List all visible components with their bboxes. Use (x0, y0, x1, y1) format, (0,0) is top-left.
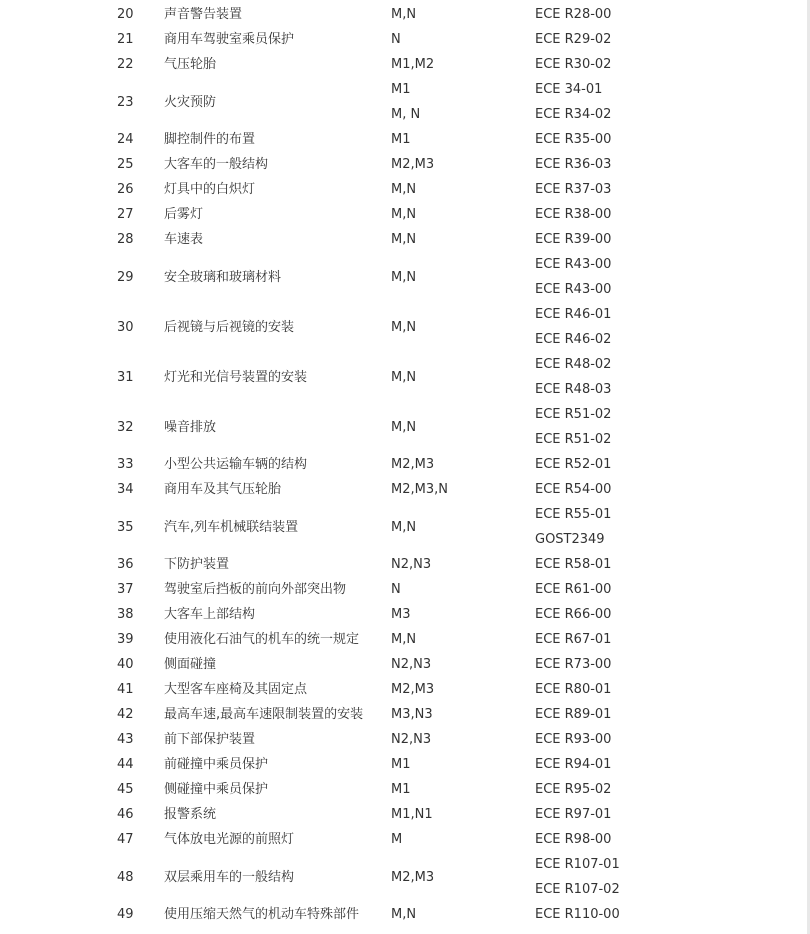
row-number: 25 (117, 157, 134, 172)
item-name: 双层乘用车的一般结构 (164, 869, 295, 885)
vehicle-category: M,N (391, 419, 417, 435)
standard-code: GOST2349 (535, 532, 605, 547)
vehicle-category: M2,M3 (391, 682, 435, 697)
standard-code: ECE R39-00 (535, 232, 612, 247)
standard-code: ECE R46-02 (535, 332, 612, 347)
standard-cell (535, 52, 760, 77)
vehicle-category-cell (391, 502, 535, 552)
standard-cell (535, 627, 760, 652)
vehicle-category-cell (391, 727, 535, 752)
table-row (0, 352, 760, 402)
item-name: 大客车上部结构 (164, 607, 256, 622)
standard-code: ECE R43-00 (535, 257, 612, 272)
table-row (0, 202, 760, 227)
table-row (0, 2, 760, 27)
standard-cell (535, 677, 760, 702)
vehicle-category: M1 (391, 757, 411, 772)
table-row (0, 77, 760, 127)
vehicle-category: M1 (391, 132, 411, 147)
standard-code: ECE R46-01 (535, 307, 612, 322)
vehicle-category-cell (391, 452, 535, 477)
standard-cell (535, 177, 760, 202)
row-number: 30 (117, 319, 134, 335)
standard-cell (535, 202, 760, 227)
vehicle-category-cell (391, 802, 535, 827)
standard-code: ECE R36-03 (535, 157, 612, 172)
vehicle-category-cell (391, 852, 535, 902)
item-name: 安全玻璃和玻璃材料 (164, 269, 282, 285)
item-name: 后雾灯 (164, 207, 204, 222)
standard-code: ECE R48-02 (535, 357, 612, 372)
vehicle-category: M,N (391, 232, 417, 247)
table-row (0, 827, 760, 852)
vehicle-category: M1 (391, 782, 411, 797)
standard-code: ECE R94-01 (535, 757, 612, 772)
item-name: 后视镜与后视镜的安装 (164, 319, 295, 335)
vehicle-category: M2,M3 (391, 157, 435, 172)
table-row (0, 452, 760, 477)
standard-cell (535, 702, 760, 727)
vehicle-category: M, N (391, 107, 421, 122)
standard-code: ECE R35-00 (535, 132, 612, 147)
vehicle-category: M,N (391, 319, 417, 335)
row-number: 40 (117, 657, 134, 672)
standard-cell (535, 227, 760, 252)
row-number: 39 (117, 632, 134, 647)
table-row (0, 477, 760, 502)
row-number: 26 (117, 182, 134, 197)
standard-code: ECE R55-01 (535, 507, 612, 522)
vehicle-category-cell (391, 677, 535, 702)
table-row (0, 502, 760, 552)
table-row (0, 302, 760, 352)
row-number: 22 (117, 57, 134, 72)
row-number: 35 (117, 519, 134, 535)
item-name: 噪音排放 (164, 419, 217, 435)
standard-code: ECE R98-00 (535, 832, 612, 847)
table-row (0, 852, 760, 902)
regulation-table-body (0, 2, 760, 927)
row-number: 28 (117, 232, 134, 247)
standard-code: ECE R107-01 (535, 857, 620, 872)
standard-cell (535, 152, 760, 177)
standard-cell (535, 652, 760, 677)
vehicle-category-cell (391, 352, 535, 402)
row-number: 47 (117, 832, 134, 847)
item-name: 大型客车座椅及其固定点 (164, 682, 308, 697)
standard-cell (535, 902, 760, 927)
vehicle-category-cell (391, 477, 535, 502)
standard-code: ECE R58-01 (535, 557, 612, 572)
item-name: 气体放电光源的前照灯 (164, 832, 295, 847)
table-row (0, 152, 760, 177)
item-name: 商用车及其气压轮胎 (164, 482, 282, 497)
row-number: 36 (117, 557, 134, 572)
vehicle-category-cell (391, 77, 535, 127)
vehicle-category: M2,M3 (391, 457, 435, 472)
vehicle-category: M,N (391, 7, 417, 22)
item-name: 侧碰撞中乘员保护 (164, 782, 269, 797)
standard-code: ECE R89-01 (535, 707, 612, 722)
standard-code: ECE R97-01 (535, 807, 612, 822)
vehicle-category: M3 (391, 607, 411, 622)
standard-cell (535, 577, 760, 602)
row-number: 42 (117, 707, 134, 722)
vehicle-category: M1 (391, 82, 411, 97)
vehicle-category: M,N (391, 632, 417, 647)
standard-code: ECE R43-00 (535, 282, 612, 297)
table-row (0, 402, 760, 452)
standard-code: ECE R34-02 (535, 107, 612, 122)
table-row (0, 552, 760, 577)
vehicle-category: N2,N3 (391, 732, 432, 747)
standard-code: ECE R73-00 (535, 657, 612, 672)
vehicle-category-cell (391, 577, 535, 602)
vehicle-category-cell (391, 227, 535, 252)
vehicle-category-cell (391, 627, 535, 652)
table-row (0, 627, 760, 652)
row-number: 45 (117, 782, 134, 797)
vehicle-category-cell (391, 2, 535, 27)
item-name: 声音警告装置 (164, 7, 243, 22)
table-row (0, 227, 760, 252)
item-name: 下防护装置 (164, 557, 230, 572)
standard-cell (535, 252, 760, 302)
standard-cell (535, 27, 760, 52)
vehicle-category: M2,M3 (391, 869, 435, 885)
standard-code: ECE R37-03 (535, 182, 612, 197)
item-name: 报警系统 (164, 807, 217, 822)
row-number: 32 (117, 419, 134, 435)
standard-cell (535, 602, 760, 627)
standard-code: ECE R80-01 (535, 682, 612, 697)
standard-cell (535, 752, 760, 777)
table-row (0, 577, 760, 602)
item-name: 前下部保护装置 (164, 732, 256, 747)
standard-cell (535, 727, 760, 752)
vehicle-category: N2,N3 (391, 657, 432, 672)
row-number: 34 (117, 482, 134, 497)
vehicle-category: M,N (391, 207, 417, 222)
table-row (0, 802, 760, 827)
vehicle-category: M (391, 832, 403, 847)
vehicle-category-cell (391, 302, 535, 352)
standard-code: ECE R51-02 (535, 407, 612, 422)
row-number: 33 (117, 457, 134, 472)
standard-cell (535, 352, 760, 402)
table-row (0, 602, 760, 627)
table-row (0, 27, 760, 52)
vehicle-category-cell (391, 177, 535, 202)
standard-code: ECE R110-00 (535, 907, 620, 922)
item-name: 灯光和光信号装置的安装 (164, 369, 308, 385)
vehicle-category: M,N (391, 269, 417, 285)
vehicle-category-cell (391, 827, 535, 852)
table-row (0, 677, 760, 702)
standard-code: ECE R51-02 (535, 432, 612, 447)
vehicle-category: N (391, 582, 401, 597)
vehicle-category-cell (391, 752, 535, 777)
row-number: 29 (117, 269, 134, 285)
table-row (0, 777, 760, 802)
table-row (0, 702, 760, 727)
standard-code: ECE R107-02 (535, 882, 620, 897)
row-number: 37 (117, 582, 134, 597)
row-number: 23 (117, 94, 134, 110)
item-name: 灯具中的白炽灯 (164, 182, 256, 197)
standard-cell (535, 77, 760, 127)
vehicle-category-cell (391, 552, 535, 577)
row-number: 24 (117, 132, 134, 147)
vehicle-category-cell (391, 652, 535, 677)
item-name: 使用压缩天然气的机动车特殊部件 (164, 907, 360, 922)
standard-code: ECE R30-02 (535, 57, 612, 72)
standard-code: ECE R54-00 (535, 482, 612, 497)
vehicle-category-cell (391, 127, 535, 152)
row-number: 20 (117, 7, 134, 22)
item-name: 驾驶室后挡板的前向外部突出物 (164, 582, 347, 597)
vehicle-category-cell (391, 27, 535, 52)
vehicle-category: M,N (391, 519, 417, 535)
table-row (0, 902, 760, 927)
table-row (0, 177, 760, 202)
row-number: 27 (117, 207, 134, 222)
item-name: 小型公共运输车辆的结构 (164, 457, 308, 472)
standard-code: ECE R93-00 (535, 732, 612, 747)
standard-cell (535, 402, 760, 452)
table-row (0, 752, 760, 777)
standard-cell (535, 827, 760, 852)
vehicle-category-cell (391, 52, 535, 77)
vehicle-category: M,N (391, 907, 417, 922)
item-name: 前碰撞中乘员保护 (164, 757, 269, 772)
standard-cell (535, 852, 760, 902)
standard-cell (535, 302, 760, 352)
table-row (0, 127, 760, 152)
item-name: 车速表 (164, 232, 204, 247)
vehicle-category: M1,N1 (391, 807, 433, 822)
standard-code: ECE R61-00 (535, 582, 612, 597)
vehicle-category-cell (391, 252, 535, 302)
item-name: 商用车驾驶室乘员保护 (164, 32, 295, 47)
vehicle-category-cell (391, 402, 535, 452)
standard-cell (535, 2, 760, 27)
vehicle-category: N (391, 32, 401, 47)
row-number: 49 (117, 907, 134, 922)
standard-cell (535, 777, 760, 802)
vehicle-category-cell (391, 152, 535, 177)
row-number: 46 (117, 807, 134, 822)
vehicle-category: M,N (391, 182, 417, 197)
standard-cell (535, 127, 760, 152)
row-number: 41 (117, 682, 134, 697)
standard-cell (535, 502, 760, 552)
vehicle-category: M3,N3 (391, 707, 433, 722)
vehicle-category-cell (391, 702, 535, 727)
item-name: 汽车,列车机械联结装置 (164, 519, 299, 535)
standard-code: ECE 34-01 (535, 82, 603, 97)
table-row (0, 727, 760, 752)
row-number: 43 (117, 732, 134, 747)
vehicle-category: M,N (391, 369, 417, 385)
standard-cell (535, 477, 760, 502)
table-row (0, 252, 760, 302)
item-name: 脚控制件的布置 (164, 132, 256, 147)
standard-code: ECE R29-02 (535, 32, 612, 47)
standard-code: ECE R38-00 (535, 207, 612, 222)
vehicle-category: M2,M3,N (391, 482, 448, 497)
vehicle-category-cell (391, 902, 535, 927)
item-name: 侧面碰撞 (164, 657, 217, 672)
row-number: 38 (117, 607, 134, 622)
item-name: 大客车的一般结构 (164, 157, 269, 172)
vehicle-category-cell (391, 777, 535, 802)
item-name: 使用液化石油气的机车的统一规定 (164, 632, 360, 647)
table-row (0, 52, 760, 77)
row-number: 21 (117, 32, 134, 47)
vehicle-category: N2,N3 (391, 557, 432, 572)
standard-cell (535, 452, 760, 477)
row-number: 31 (117, 369, 134, 385)
standard-code: ECE R28-00 (535, 7, 612, 22)
item-name: 火灾预防 (164, 94, 217, 110)
standard-cell (535, 552, 760, 577)
standard-code: ECE R52-01 (535, 457, 612, 472)
standard-code: ECE R66-00 (535, 607, 612, 622)
row-number: 44 (117, 757, 134, 772)
standard-code: ECE R48-03 (535, 382, 612, 397)
item-name: 气压轮胎 (164, 57, 217, 72)
row-number: 48 (117, 869, 134, 885)
standard-code: ECE R67-01 (535, 632, 612, 647)
regulation-table (0, 2, 760, 927)
standard-cell (535, 802, 760, 827)
vehicle-category: M1,M2 (391, 57, 435, 72)
item-name: 最高车速,最高车速限制装置的安装 (164, 707, 364, 722)
table-row (0, 652, 760, 677)
vehicle-category-cell (391, 202, 535, 227)
standard-code: ECE R95-02 (535, 782, 612, 797)
vehicle-category-cell (391, 602, 535, 627)
